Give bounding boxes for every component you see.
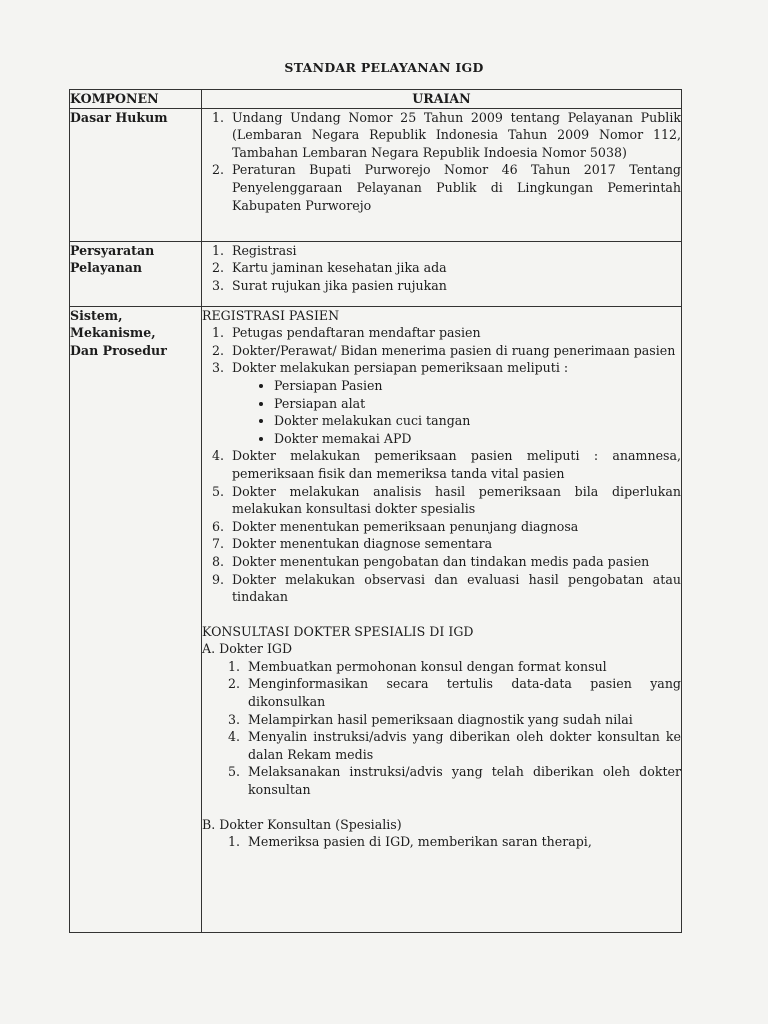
list-item: 3. Melampirkan hasil pemeriksaan diagnostik yang sudah nilai: [244, 711, 681, 729]
list-item: 8. Dokter menentukan pengobatan dan tindakan medis pada pasien: [228, 553, 681, 571]
list-item: 3. Surat rujukan jika pasien rujukan: [228, 277, 681, 295]
header-row: [70, 90, 682, 109]
list-item: 1. Petugas pendaftaran mendaftar pasien: [228, 324, 681, 342]
label-persyaratan: [70, 241, 202, 306]
header-komponen: KOMPONEN: [70, 90, 202, 109]
registrasi-heading: REGISTRASI PASIEN: [202, 307, 340, 323]
header-uraian: URAIAN: [202, 90, 682, 109]
dasar-hukum-list: [202, 109, 681, 215]
bullet-item: • Persiapan Pasien: [274, 377, 681, 395]
label-sistem: [70, 306, 202, 932]
spacer: [202, 799, 681, 816]
label-line: Dan Prosedur: [70, 342, 167, 358]
list-item: 4. Menyalin instruksi/advis yang diberikan oleh dokter konsultan ke dalan Rekam medis: [244, 728, 681, 763]
label-dasar-hukum: Dasar Hukum: [70, 108, 202, 241]
dokter-igd-list: [202, 658, 681, 799]
dokter-igd-label: A. Dokter IGD: [202, 641, 293, 657]
list-item: 4. Dokter melakukan pemeriksaan pasien meliputi : anamnesa, pemeriksaan fisik dan memeriksa tanda vital pasien: [228, 447, 681, 482]
list-item: 2. Menginformasikan secara tertulis data-data pasien yang dikonsulkan: [244, 675, 681, 710]
list-item: 1. Memeriksa pasien di IGD, memberikan saran therapi,: [244, 833, 681, 851]
list-item: 6. Dokter menentukan pemeriksaan penunjang diagnosa: [228, 518, 681, 536]
list-item: 1. Registrasi: [228, 242, 681, 260]
konsultasi-heading: KONSULTASI DOKTER SPESIALIS DI IGD: [202, 623, 474, 639]
page-title: STANDAR PELAYANAN IGD: [284, 60, 484, 75]
label-line: Pelayanan: [70, 260, 143, 276]
list-item-text: Dokter melakukan persiapan pemeriksaan meliputi :: [232, 360, 569, 376]
persyaratan-list: [202, 242, 681, 295]
list-item: 2. Dokter/Perawat/ Bidan menerima pasien di ruang penerimaan pasien: [228, 342, 681, 360]
list-item: 5. Dokter melakukan analisis hasil pemeriksaan bila diperlukan melakukan konsultasi dokter spesialis: [228, 483, 681, 518]
standard-table: [69, 89, 682, 933]
list-item: 2. Peraturan Bupati Purworejo Nomor 46 Tahun 2017 Tentang Penyelenggaraan Pelayanan Publik di Lingkungan Pemerintah Kabupaten Purworejo: [228, 161, 681, 214]
content-dasar-hukum: [202, 108, 682, 241]
list-item: 5. Melaksanakan instruksi/advis yang telah diberikan oleh dokter konsultan: [244, 763, 681, 798]
bullet-item: • Persiapan alat: [274, 395, 681, 413]
list-item: 1. Undang Undang Nomor 25 Tahun 2009 tentang Pelayanan Publik (Lembaran Negara Republik Indonesia Tahun 2009 Nomor 112, Tambahan Lembaran Negara Republik Indoesia Nomor 5038): [228, 109, 681, 162]
row-sistem: [70, 306, 682, 932]
list-item: 7. Dokter menentukan diagnose sementara: [228, 535, 681, 553]
content-persyaratan: [202, 241, 682, 306]
bullet-item: • Dokter memakai APD: [274, 430, 681, 448]
persiapan-bullets: [232, 377, 681, 447]
row-dasar-hukum: [70, 108, 682, 241]
list-item: 1. Membuatkan permohonan konsul dengan format konsul: [244, 658, 681, 676]
dokter-konsultan-list: [202, 833, 681, 851]
list-item: 2. Kartu jaminan kesehatan jika ada: [228, 259, 681, 277]
label-line: Persyaratan: [70, 242, 155, 258]
content-sistem: [202, 306, 682, 932]
list-item: 9. Dokter melakukan observasi dan evaluasi hasil pengobatan atau tindakan: [228, 571, 681, 606]
spacer: [202, 606, 681, 623]
label-line: Sistem,: [70, 307, 123, 323]
registrasi-list: [202, 324, 681, 606]
list-item: [228, 359, 681, 447]
dokter-konsultan-label: B. Dokter Konsultan (Spesialis): [202, 816, 402, 832]
bullet-item: • Dokter melakukan cuci tangan: [274, 412, 681, 430]
label-line: Mekanisme,: [70, 325, 156, 341]
row-persyaratan: [70, 241, 682, 306]
